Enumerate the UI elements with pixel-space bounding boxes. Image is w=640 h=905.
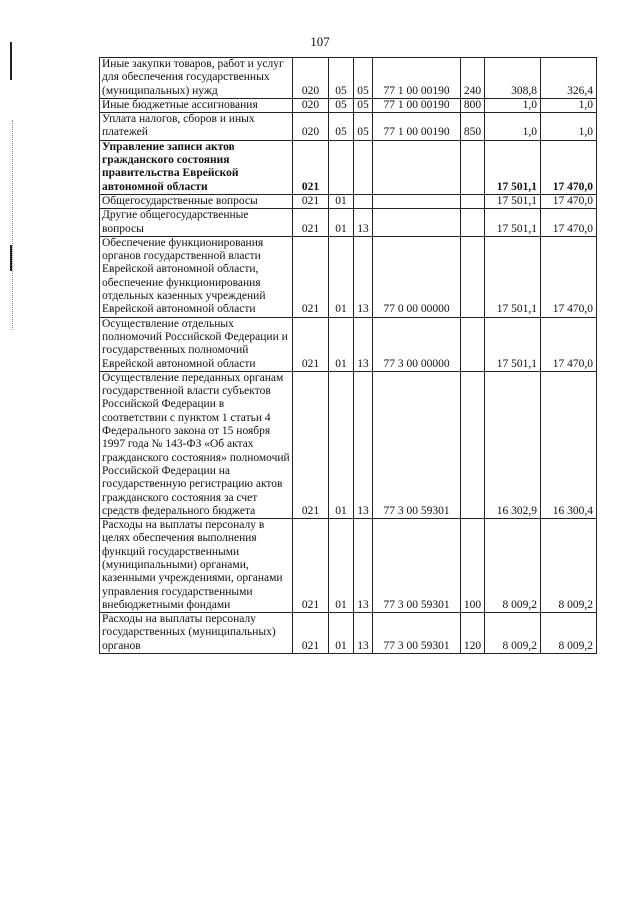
table-row (100, 98, 597, 112)
table-row (100, 236, 597, 317)
cell-vr (461, 236, 485, 317)
page-number: 107 (310, 34, 330, 49)
cell-y2: 326,4 (541, 58, 597, 99)
cell-name: Иные закупки товаров, работ и услуг для обеспечения государственных (муниципальных) нужд (100, 58, 293, 99)
cell-name: Общегосударственные вопросы (100, 194, 293, 208)
cell-rz: 01 (329, 613, 354, 654)
cell-vr: 800 (461, 98, 485, 112)
table-row (100, 613, 597, 654)
cell-pr: 05 (354, 113, 373, 141)
cell-ved: 021 (293, 519, 329, 613)
cell-y2: 1,0 (541, 98, 597, 112)
cell-csr: 77 0 00 00000 (373, 236, 461, 317)
cell-y1: 308,8 (485, 58, 541, 99)
cell-ved: 021 (293, 140, 329, 194)
cell-name: Осуществление отдельных полномочий Российской Федерации и государственных полномочий Еврейской автономной области (100, 317, 293, 371)
cell-vr (461, 140, 485, 194)
cell-ved: 021 (293, 236, 329, 317)
cell-csr (373, 140, 461, 194)
cell-rz: 01 (329, 209, 354, 237)
cell-pr: 13 (354, 519, 373, 613)
cell-csr: 77 3 00 59301 (373, 371, 461, 518)
cell-pr: 13 (354, 371, 373, 518)
scan-edge-dots (12, 120, 15, 330)
cell-csr (373, 209, 461, 237)
cell-rz: 01 (329, 519, 354, 613)
cell-y1: 17 501,1 (485, 209, 541, 237)
cell-rz: 01 (329, 317, 354, 371)
cell-ved: 021 (293, 613, 329, 654)
budget-table (99, 57, 597, 654)
cell-y1: 17 501,1 (485, 194, 541, 208)
cell-vr: 100 (461, 519, 485, 613)
table-row (100, 58, 597, 99)
cell-pr (354, 140, 373, 194)
cell-csr: 77 3 00 59301 (373, 613, 461, 654)
cell-y1: 1,0 (485, 98, 541, 112)
cell-rz: 05 (329, 113, 354, 141)
cell-ved: 021 (293, 209, 329, 237)
cell-y2: 8 009,2 (541, 613, 597, 654)
table-row (100, 194, 597, 208)
table-row (100, 140, 597, 194)
cell-csr: 77 1 00 00190 (373, 113, 461, 141)
cell-rz: 01 (329, 194, 354, 208)
cell-vr (461, 371, 485, 518)
cell-y2: 8 009,2 (541, 519, 597, 613)
cell-y1: 17 501,1 (485, 236, 541, 317)
cell-pr (354, 194, 373, 208)
cell-pr: 13 (354, 209, 373, 237)
cell-y2: 16 300,4 (541, 371, 597, 518)
cell-y1: 8 009,2 (485, 613, 541, 654)
cell-name: Уплата налогов, сборов и иных платежей (100, 113, 293, 141)
cell-pr: 13 (354, 317, 373, 371)
cell-y2: 17 470,0 (541, 236, 597, 317)
cell-y1: 17 501,1 (485, 317, 541, 371)
cell-name: Расходы на выплаты персоналу государственных (муниципальных) органов (100, 613, 293, 654)
cell-name: Расходы на выплаты персоналу в целях обеспечения выполнения функций государственными (муниципальными) органами, казенными учреждениями, органами управления государственными внебюджетными фондами (100, 519, 293, 613)
cell-y2: 17 470,0 (541, 317, 597, 371)
cell-rz: 05 (329, 58, 354, 99)
cell-vr: 240 (461, 58, 485, 99)
cell-y2: 1,0 (541, 113, 597, 141)
cell-csr: 77 3 00 00000 (373, 317, 461, 371)
cell-csr: 77 3 00 59301 (373, 519, 461, 613)
table-row (100, 209, 597, 237)
cell-csr (373, 194, 461, 208)
cell-pr: 05 (354, 58, 373, 99)
cell-vr: 850 (461, 113, 485, 141)
cell-ved: 021 (293, 317, 329, 371)
cell-rz (329, 140, 354, 194)
cell-vr: 120 (461, 613, 485, 654)
cell-y1: 16 302,9 (485, 371, 541, 518)
cell-pr: 13 (354, 613, 373, 654)
cell-pr: 05 (354, 98, 373, 112)
cell-y1: 17 501,1 (485, 140, 541, 194)
cell-vr (461, 317, 485, 371)
cell-rz: 01 (329, 236, 354, 317)
cell-y2: 17 470,0 (541, 209, 597, 237)
cell-ved: 020 (293, 58, 329, 99)
cell-vr (461, 194, 485, 208)
cell-ved: 020 (293, 98, 329, 112)
binding-mark-top (10, 42, 12, 80)
cell-rz: 05 (329, 98, 354, 112)
cell-y2: 17 470,0 (541, 194, 597, 208)
table-row (100, 113, 597, 141)
cell-csr: 77 1 00 00190 (373, 58, 461, 99)
cell-y1: 1,0 (485, 113, 541, 141)
cell-rz: 01 (329, 371, 354, 518)
cell-csr: 77 1 00 00190 (373, 98, 461, 112)
cell-name: Управление записи актов гражданского состояния правительства Еврейской автономной области (100, 140, 293, 194)
table-row (100, 317, 597, 371)
table-row (100, 371, 597, 518)
cell-name: Иные бюджетные ассигнования (100, 98, 293, 112)
cell-pr: 13 (354, 236, 373, 317)
cell-name: Осуществление переданных органам государственной власти субъектов Российской Федерации в соответствии с пунктом 1 статьи 4 Федерального закона от 15 ноября 1997 года № 143-ФЗ «Об актах гражданского состояния» полномочий Российской Федерации на государственную регистрацию актов гражданского состояния за счет средств федерального бюджета (100, 371, 293, 518)
cell-ved: 020 (293, 113, 329, 141)
cell-y2: 17 470,0 (541, 140, 597, 194)
cell-y1: 8 009,2 (485, 519, 541, 613)
cell-vr (461, 209, 485, 237)
cell-ved: 021 (293, 371, 329, 518)
cell-ved: 021 (293, 194, 329, 208)
cell-name: Обеспечение функционирования органов государственной власти Еврейской автономной области, обеспечение функционирования отдельных казенных учреждений Еврейской автономной области (100, 236, 293, 317)
table-row (100, 519, 597, 613)
cell-name: Другие общегосударственные вопросы (100, 209, 293, 237)
